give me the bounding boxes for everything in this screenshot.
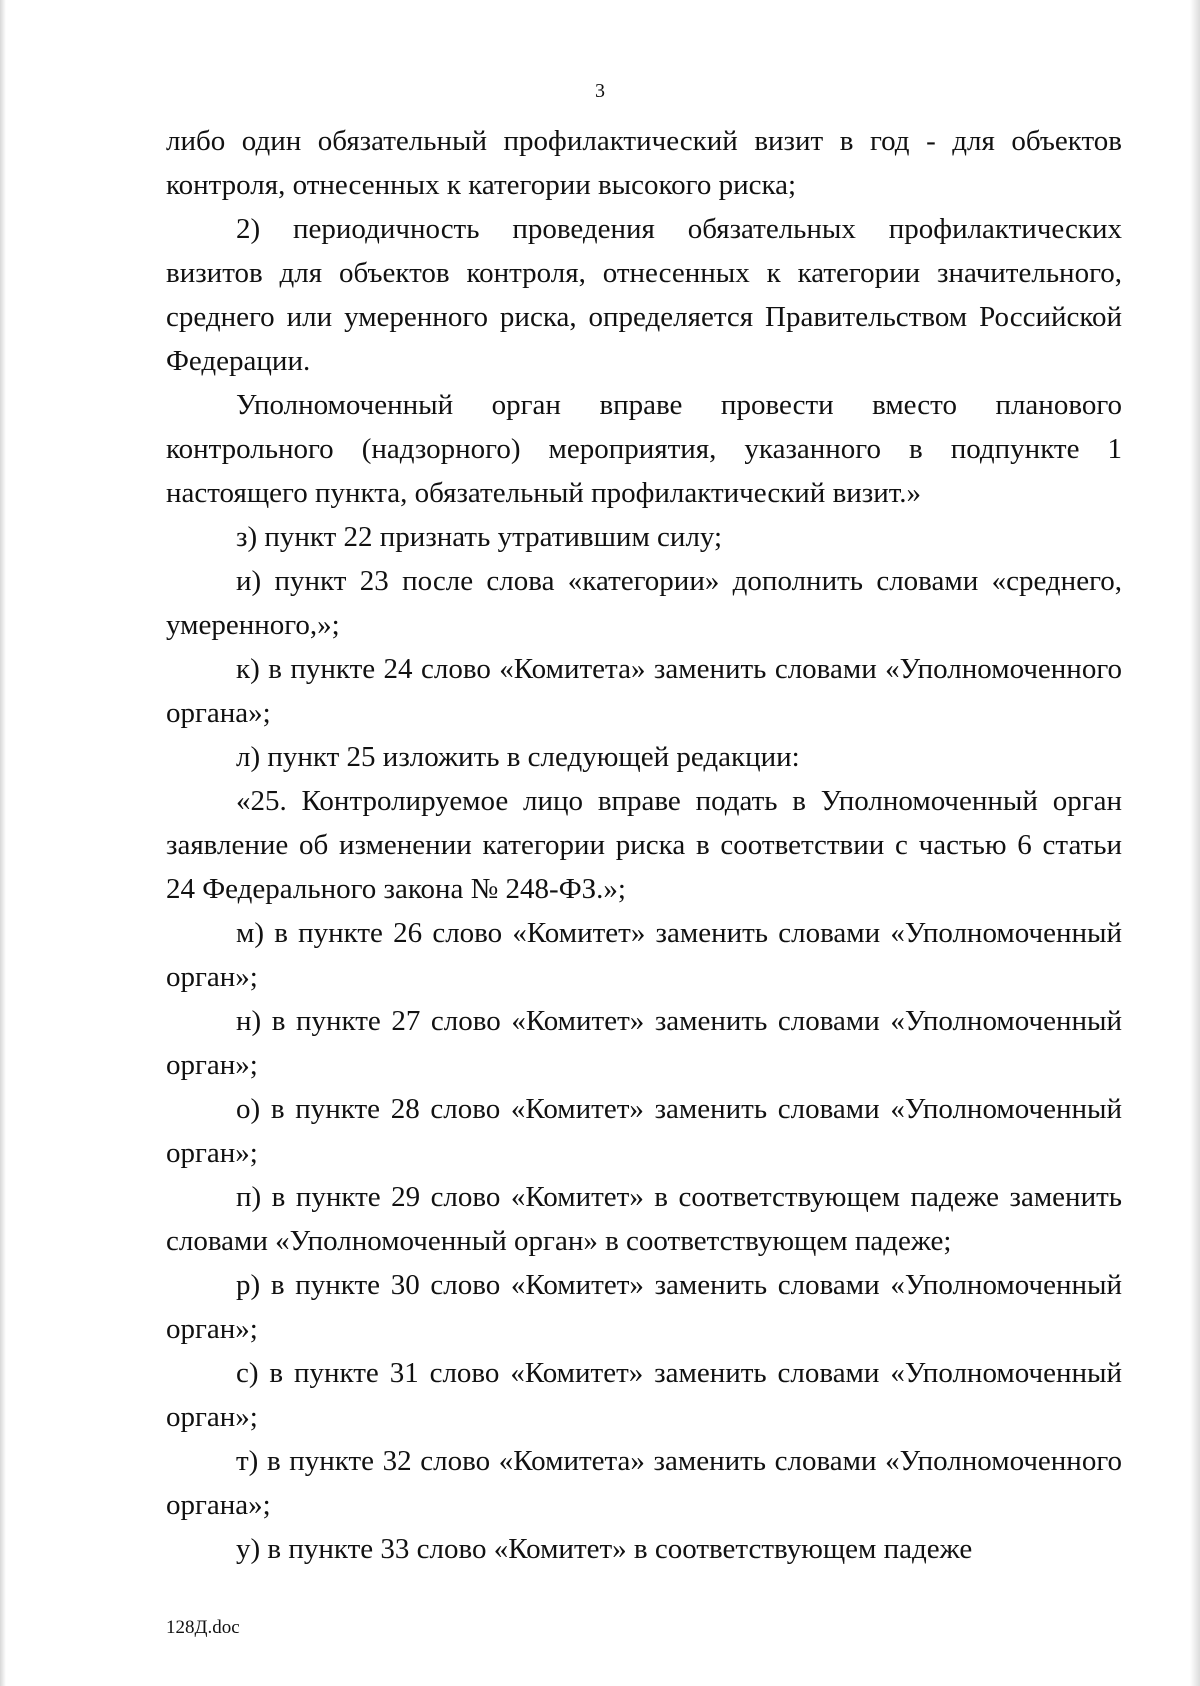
paragraph: р) в пункте 30 слово «Комитет» заменить словами «Уполномоченный орган»;: [166, 1269, 1122, 1345]
paragraph: Уполномоченный орган вправе провести вместо планового контрольного (надзорного) мероприятия, указанного в подпункте 1 настоящего пункта, обязательный профилактический визит.»: [166, 389, 1122, 509]
scan-edge-right: [1190, 0, 1200, 1686]
paragraph: к) в пункте 24 слово «Комитета» заменить словами «Уполномоченного органа»;: [166, 653, 1122, 729]
paragraph: и) пункт 23 после слова «категории» дополнить словами «среднего, умеренного,»;: [166, 565, 1122, 641]
paragraph: либо один обязательный профилактический визит в год - для объектов контроля, отнесенных к категории высокого риска;: [166, 125, 1122, 201]
paragraph: л) пункт 25 изложить в следующей редакции:: [236, 741, 800, 773]
paragraph: т) в пункте 32 слово «Комитета» заменить словами «Уполномоченного органа»;: [166, 1445, 1122, 1521]
page-number: 3: [595, 80, 605, 102]
paragraph: 2) периодичность проведения обязательных профилактических визитов для объектов контроля, отнесенных к категории значительного, среднего или умеренного риска, определяется Правительством Российской Федерации.: [166, 213, 1122, 377]
paragraph: м) в пункте 26 слово «Комитет» заменить словами «Уполномоченный орган»;: [166, 917, 1122, 993]
paragraph: о) в пункте 28 слово «Комитет» заменить словами «Уполномоченный орган»;: [166, 1093, 1122, 1169]
paragraph: с) в пункте 31 слово «Комитет» заменить словами «Уполномоченный орган»;: [166, 1357, 1122, 1433]
paragraph: п) в пункте 29 слово «Комитет» в соответствующем падеже заменить словами «Уполномоченный орган» в соответствующем падеже;: [166, 1181, 1122, 1257]
paragraph: з) пункт 22 признать утратившим силу;: [236, 521, 723, 553]
document-body: [166, 119, 1122, 1571]
paragraph: у) в пункте 33 слово «Комитет» в соответствующем падеже: [236, 1533, 973, 1565]
paragraph: н) в пункте 27 слово «Комитет» заменить словами «Уполномоченный орган»;: [166, 1005, 1122, 1081]
footer-filename: 128Д.doc: [166, 1617, 240, 1638]
paragraph: «25. Контролируемое лицо вправе подать в Уполномоченный орган заявление об изменении категории риска в соответствии с частью 6 статьи 24 Федерального закона № 248-ФЗ.»;: [166, 785, 1122, 905]
scan-edge-left: [0, 0, 6, 1686]
